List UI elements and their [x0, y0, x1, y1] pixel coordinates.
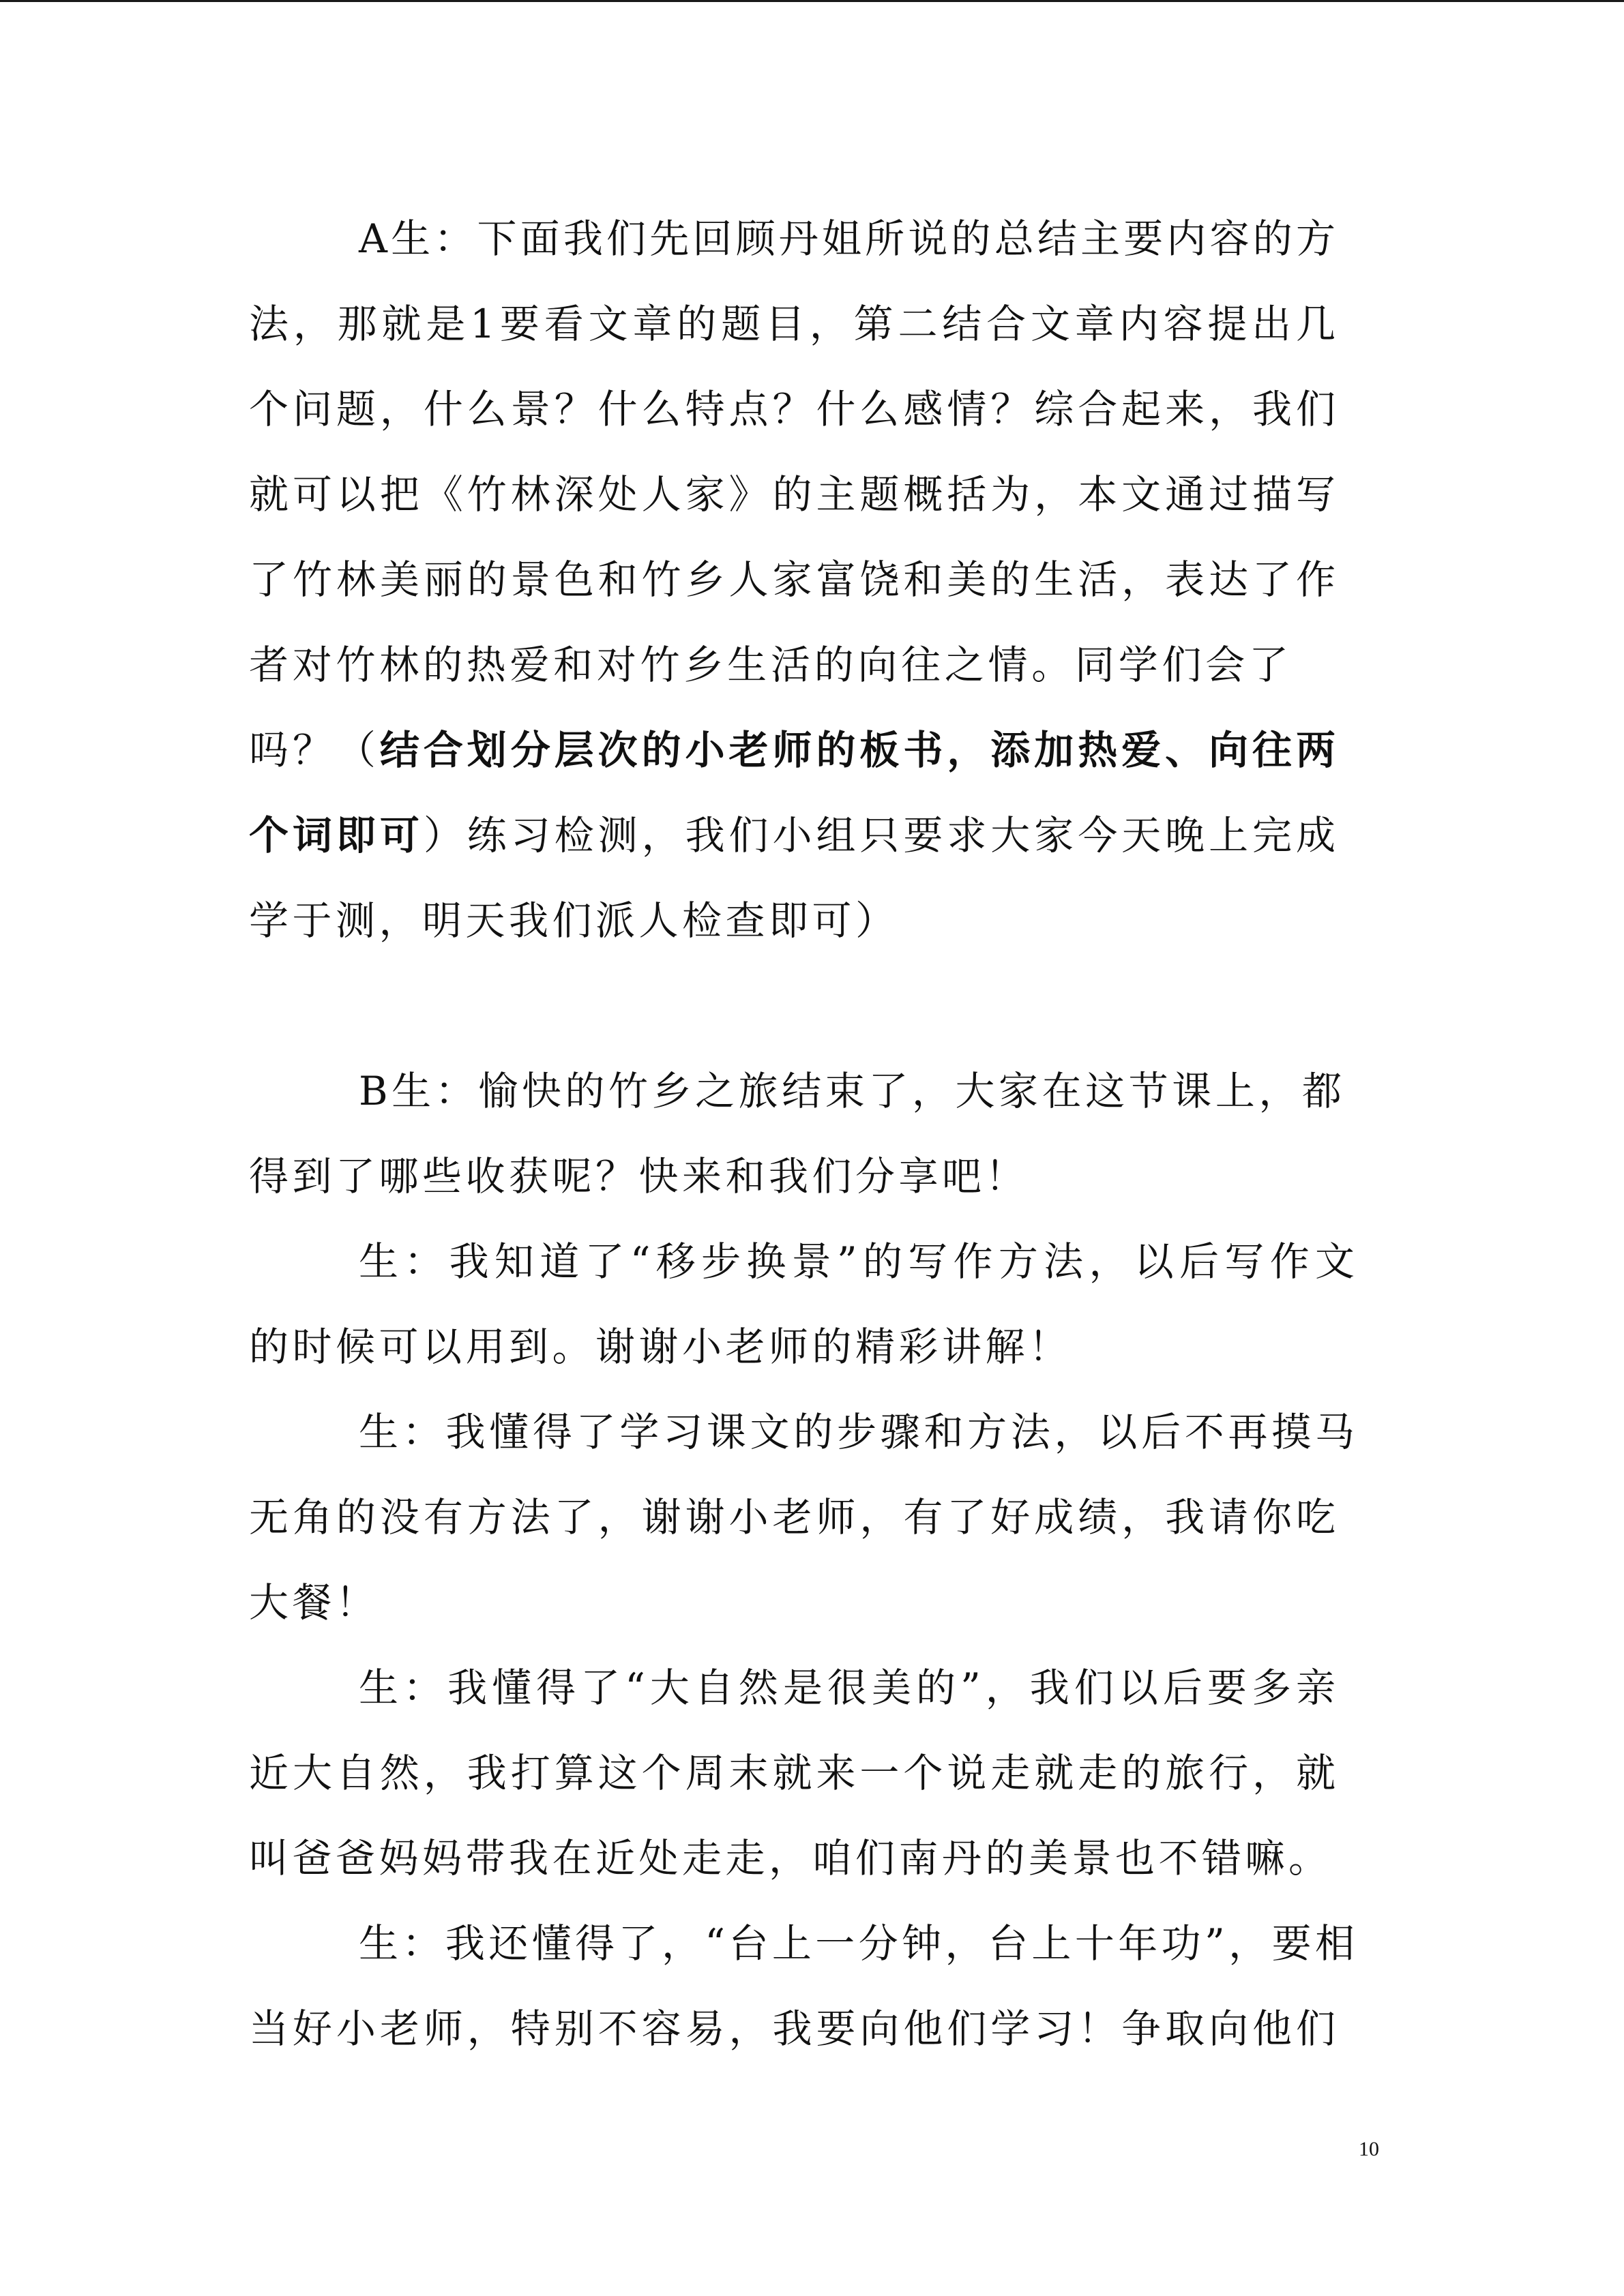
text-line [249, 1134, 1335, 1219]
text-line [249, 1645, 1341, 1731]
paragraph-gap [249, 964, 1381, 1049]
line-text: 生：我知道了“移步换景”的写作方法，以后写作文 [359, 1238, 1361, 1285]
line-text: 了竹林美丽的景色和竹乡人家富饶和美的生活，表达了作 [249, 556, 1340, 603]
line-text: 生：我懂得了“大自然是很美的”，我们以后要多亲 [359, 1665, 1341, 1711]
line-text: 生：我懂得了学习课文的步骤和方法，以后不再摸马 [359, 1409, 1359, 1455]
line-text-normal: 吗？（ [249, 727, 380, 773]
text-line [249, 1390, 1359, 1475]
text-line [249, 1816, 1335, 1901]
text-line [249, 623, 1293, 708]
line-text: 的时候可以用到。谢谢小老师的精彩讲解！ [249, 1324, 1072, 1370]
text-line [249, 793, 1340, 878]
text-line [249, 1049, 1346, 1134]
text-line [249, 1219, 1361, 1304]
line-text [249, 708, 1340, 793]
line-text: 法，那就是1要看文章的题目，第二结合文章内容提出几 [249, 301, 1340, 347]
bold-teacher-note: 结合划分层次的小老师的板书，添加热爱、向往两 [379, 727, 1340, 773]
text-line [249, 878, 1335, 964]
page-number: 10 [1359, 2138, 1379, 2160]
page-top-border [0, 0, 1624, 2]
paragraph-student-a [249, 196, 1381, 964]
paragraph-student-reflection-4 [249, 1901, 1381, 2072]
text-line [249, 1731, 1340, 1816]
line-text: 就可以把《竹林深处人家》的主题概括为，本文通过描写 [249, 471, 1340, 518]
line-text: B生：愉快的竹乡之旅结束了，大家在这节课上，都 [359, 1068, 1346, 1114]
text-line [249, 537, 1340, 623]
text-line [249, 367, 1340, 452]
line-text: 近大自然，我打算这个周末就来一个说走就走的旅行，就 [249, 1750, 1340, 1796]
body-text [249, 196, 1381, 2072]
line-text: 当好小老师，特别不容易，我要向他们学习！争取向他们 [249, 2006, 1340, 2052]
paragraph-student-reflection-3 [249, 1645, 1381, 1901]
text-line [249, 1901, 1359, 1986]
line-text: 个问题，什么景？什么特点？什么感情？综合起来，我们 [249, 386, 1340, 432]
paragraph-student-reflection-2 [249, 1390, 1381, 1645]
line-text: 学于测，明天我们派人检查即可） [249, 897, 899, 944]
text-line [249, 196, 1340, 282]
text-line [249, 452, 1340, 537]
bold-teacher-note: 个词即可 [249, 812, 424, 859]
paragraph-student-reflection-1 [249, 1219, 1381, 1390]
line-text [249, 793, 1340, 878]
line-text: 大餐！ [249, 1579, 379, 1626]
text-line [249, 708, 1340, 793]
text-line [249, 1986, 1340, 2072]
line-text: A生：下面我们先回顾丹姐所说的总结主要内容的方 [359, 215, 1340, 262]
line-text: 叫爸爸妈妈带我在近处走走，咱们南丹的美景也不错嘛。 [249, 1835, 1332, 1881]
line-text: 无角的没有方法了，谢谢小老师，有了好成绩，我请你吃 [249, 1494, 1340, 1540]
text-line [249, 282, 1340, 367]
text-line [249, 1475, 1340, 1560]
line-text: 生：我还懂得了，“台上一分钟，台上十年功”，要相 [359, 1920, 1359, 1967]
text-line [249, 1304, 1335, 1390]
line-text: 得到了哪些收获呢？快来和我们分享吧！ [249, 1153, 1029, 1199]
text-line [249, 1560, 1335, 1645]
paragraph-student-b [249, 1049, 1381, 1219]
line-text: 者对竹林的热爱和对竹乡生活的向往之情。同学们会了 [249, 642, 1293, 688]
line-text-normal: ）练习检测，我们小组只要求大家今天晚上完成 [423, 812, 1340, 859]
